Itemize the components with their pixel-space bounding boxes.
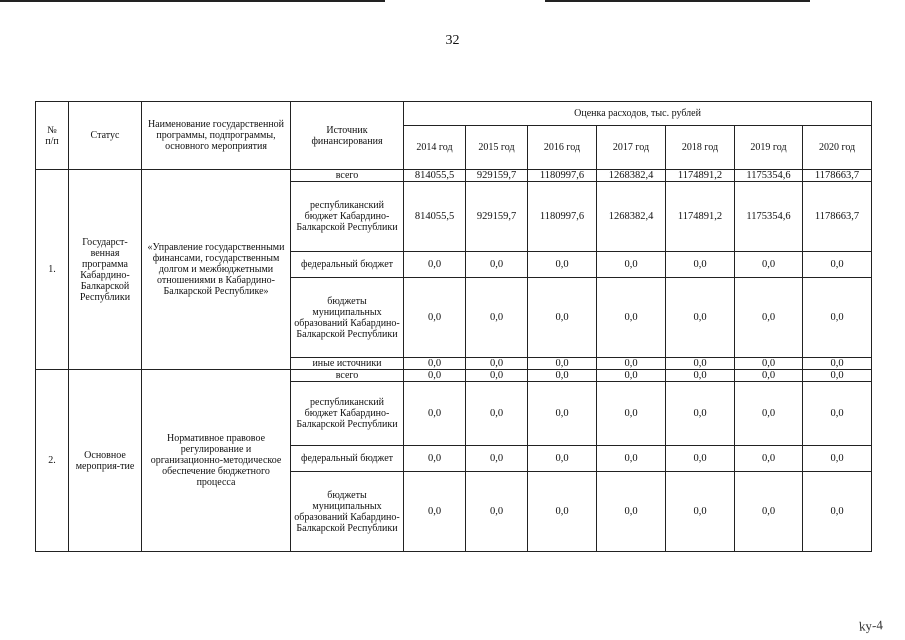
value-cell: 0,0 — [735, 370, 803, 382]
header-year: 2014 год — [404, 126, 466, 170]
header-estimate: Оценка расходов, тыс. рублей — [404, 102, 872, 126]
source-label: бюджеты муниципальных образований Кабардино-Балкарской Республики — [291, 472, 404, 552]
value-cell: 0,0 — [404, 472, 466, 552]
value-cell: 0,0 — [666, 278, 735, 358]
budget-table — [35, 101, 872, 552]
source-label: республиканский бюджет Кабардино-Балкарской Республики — [291, 182, 404, 252]
value-cell: 0,0 — [597, 370, 666, 382]
value-cell: 1268382,4 — [597, 182, 666, 252]
value-cell: 0,0 — [735, 446, 803, 472]
header-status: Статус — [69, 102, 142, 170]
value-cell: 0,0 — [735, 472, 803, 552]
value-cell: 0,0 — [666, 252, 735, 278]
header-year: 2019 год — [735, 126, 803, 170]
value-cell: 1175354,6 — [735, 170, 803, 182]
value-cell: 1180997,6 — [528, 182, 597, 252]
value-cell: 0,0 — [466, 382, 528, 446]
value-cell: 0,0 — [666, 446, 735, 472]
row-name: «Управление государственными финансами, государственным долгом и межбюджетными отношениями в Кабардино-Балкарской Республике» — [142, 170, 291, 370]
value-cell: 0,0 — [597, 358, 666, 370]
value-cell: 0,0 — [466, 252, 528, 278]
value-cell: 0,0 — [597, 252, 666, 278]
header-name: Наименование государственной программы, подпрограммы, основного мероприятия — [142, 102, 291, 170]
value-cell: 0,0 — [466, 278, 528, 358]
row-num: 1. — [36, 170, 69, 370]
value-cell: 0,0 — [528, 472, 597, 552]
value-cell: 929159,7 — [466, 182, 528, 252]
header-year: 2016 год — [528, 126, 597, 170]
handwritten-corner-mark: ky-4 — [858, 617, 884, 634]
row-num: 2. — [36, 370, 69, 552]
value-cell: 0,0 — [466, 472, 528, 552]
value-cell: 0,0 — [803, 472, 872, 552]
header-year: 2017 год — [597, 126, 666, 170]
value-cell: 0,0 — [528, 446, 597, 472]
value-cell: 0,0 — [466, 446, 528, 472]
value-cell: 0,0 — [666, 382, 735, 446]
value-cell: 0,0 — [528, 382, 597, 446]
source-label: федеральный бюджет — [291, 252, 404, 278]
table-row — [36, 170, 872, 182]
value-cell: 0,0 — [404, 382, 466, 446]
value-cell: 1268382,4 — [597, 170, 666, 182]
value-cell: 0,0 — [404, 278, 466, 358]
value-cell: 0,0 — [404, 358, 466, 370]
header-num: № п/п — [36, 102, 69, 170]
value-cell: 929159,7 — [466, 170, 528, 182]
source-label: иные источники — [291, 358, 404, 370]
value-cell: 0,0 — [466, 358, 528, 370]
source-label: республиканский бюджет Кабардино-Балкарской Республики — [291, 382, 404, 446]
value-cell: 0,0 — [597, 472, 666, 552]
value-cell: 0,0 — [735, 278, 803, 358]
header-year: 2020 год — [803, 126, 872, 170]
value-cell: 1178663,7 — [803, 170, 872, 182]
value-cell: 0,0 — [466, 370, 528, 382]
value-cell: 0,0 — [404, 252, 466, 278]
value-cell: 0,0 — [528, 370, 597, 382]
row-status: Основное мероприя-тие — [69, 370, 142, 552]
source-label: всего — [291, 170, 404, 182]
value-cell: 1174891,2 — [666, 170, 735, 182]
value-cell: 0,0 — [735, 382, 803, 446]
header-year: 2018 год — [666, 126, 735, 170]
value-cell: 0,0 — [597, 382, 666, 446]
value-cell: 0,0 — [404, 446, 466, 472]
value-cell: 0,0 — [803, 278, 872, 358]
source-label: федеральный бюджет — [291, 446, 404, 472]
scan-edge-line-left — [0, 0, 385, 2]
value-cell: 0,0 — [666, 370, 735, 382]
value-cell: 0,0 — [803, 446, 872, 472]
value-cell: 0,0 — [528, 252, 597, 278]
value-cell: 0,0 — [597, 278, 666, 358]
value-cell: 0,0 — [803, 382, 872, 446]
value-cell: 0,0 — [666, 358, 735, 370]
value-cell: 0,0 — [528, 278, 597, 358]
value-cell: 1175354,6 — [735, 182, 803, 252]
row-status: Государст-венная программа Кабардино-Балкарской Республики — [69, 170, 142, 370]
value-cell: 0,0 — [803, 370, 872, 382]
table-row — [36, 370, 872, 382]
page-number: 32 — [445, 33, 460, 48]
value-cell: 0,0 — [597, 446, 666, 472]
row-name: Нормативное правовое регулирование и организационно-методическое обеспечение бюджетного процесса — [142, 370, 291, 552]
value-cell: 0,0 — [803, 358, 872, 370]
value-cell: 814055,5 — [404, 182, 466, 252]
value-cell: 0,0 — [735, 252, 803, 278]
value-cell: 814055,5 — [404, 170, 466, 182]
value-cell: 1174891,2 — [666, 182, 735, 252]
value-cell: 0,0 — [803, 252, 872, 278]
header-year: 2015 год — [466, 126, 528, 170]
value-cell: 0,0 — [404, 370, 466, 382]
source-label: бюджеты муниципальных образований Кабардино-Балкарской Республики — [291, 278, 404, 358]
value-cell: 0,0 — [528, 358, 597, 370]
value-cell: 0,0 — [666, 472, 735, 552]
value-cell: 1180997,6 — [528, 170, 597, 182]
value-cell: 0,0 — [735, 358, 803, 370]
source-label: всего — [291, 370, 404, 382]
scan-edge-line-right — [545, 0, 810, 2]
header-source: Источник финансирования — [291, 102, 404, 170]
value-cell: 1178663,7 — [803, 182, 872, 252]
